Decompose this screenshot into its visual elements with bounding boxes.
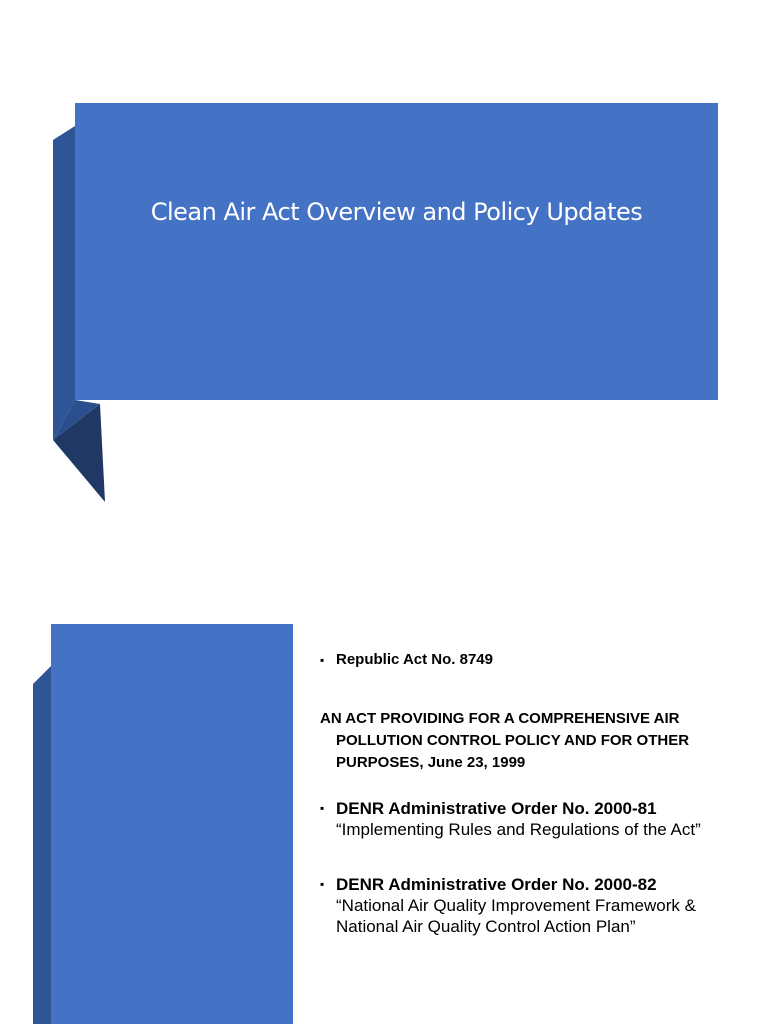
slide-content bbox=[320, 650, 740, 937]
side-ribbon-back bbox=[33, 666, 51, 1024]
list-item bbox=[320, 650, 740, 670]
side-panel bbox=[51, 624, 293, 1024]
order-entry bbox=[336, 798, 726, 840]
list-item bbox=[320, 798, 740, 840]
act-description: AN ACT PROVIDING FOR A COMPREHENSIVE AIR POLLUTION CONTROL POLICY AND FOR OTHER PURPOSES, June 23, 1999 bbox=[320, 710, 690, 771]
order-entry bbox=[336, 874, 726, 937]
order-number: DENR Administrative Order No. 2000-82 bbox=[336, 875, 657, 894]
republic-act-title: Republic Act No. 8749 bbox=[336, 651, 493, 668]
order-title: “Implementing Rules and Regulations of the Act” bbox=[336, 820, 701, 839]
bullet-icon: ▪ bbox=[320, 653, 325, 667]
order-number: DENR Administrative Order No. 2000-81 bbox=[336, 799, 657, 818]
bullet-icon: ▪ bbox=[320, 801, 325, 815]
order-title: “National Air Quality Improvement Framework & National Air Quality Control Action Plan” bbox=[336, 896, 696, 936]
slide-title: Clean Air Act Overview and Policy Updates bbox=[150, 198, 643, 226]
bullet-icon: ▪ bbox=[320, 877, 325, 891]
list-item bbox=[320, 874, 740, 937]
